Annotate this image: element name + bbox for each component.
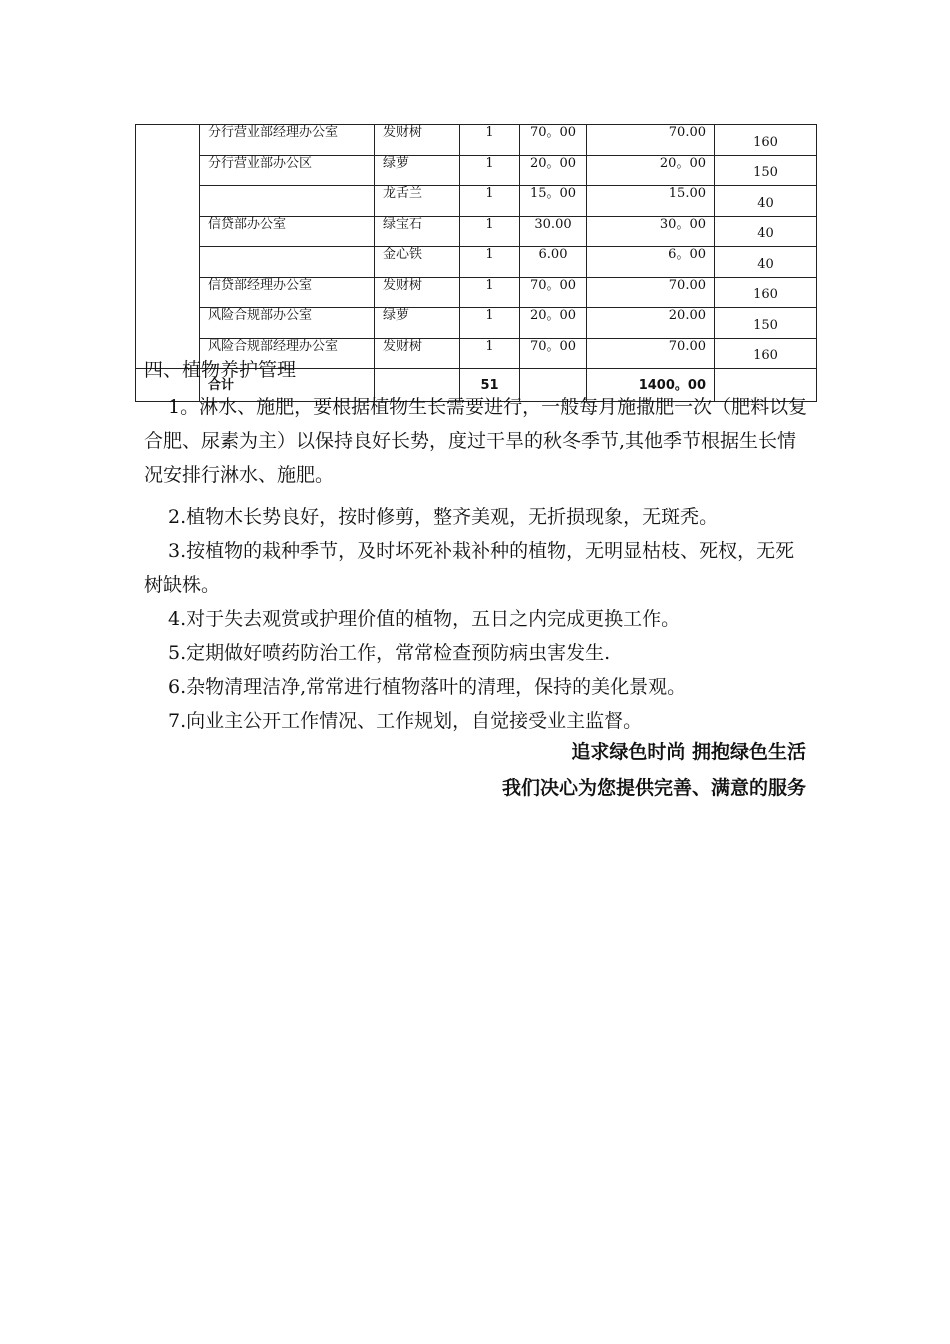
plant-cell: 发财树 (375, 125, 460, 156)
extra-cell: 160 (715, 277, 817, 308)
plant-cell: 绿宝石 (375, 216, 460, 247)
extra-cell: 40 (715, 186, 817, 217)
total-cell: 20。00 (587, 155, 715, 186)
extra-cell: 40 (715, 216, 817, 247)
grand-total-cell: 1400。00 (587, 369, 715, 402)
total-cell: 30。00 (587, 216, 715, 247)
quantity-cell: 1 (460, 155, 520, 186)
unit-price-cell: 20。00 (520, 155, 587, 186)
total-cell: 70.00 (587, 338, 715, 369)
unit-price-cell: 70。00 (520, 125, 587, 156)
table-row (136, 308, 817, 339)
plant-cell: 龙舌兰 (375, 186, 460, 217)
slogan-line-1: 追求绿色时尚 拥抱绿色生活 (571, 741, 806, 763)
section-title: 四、植物养护管理 (144, 359, 297, 381)
care-item-2: 2.植物木长势良好，按时修剪，整齐美观，无折损现象，无斑秃。 (168, 506, 719, 528)
care-item-5: 5.定期做好喷药防治工作，常常检查预防病虫害发生. (168, 642, 611, 664)
plant-cell: 绿萝 (375, 308, 460, 339)
unit-price-cell: 70。00 (520, 277, 587, 308)
table-row (136, 186, 817, 217)
location-cell: 信贷部经理办公室 (200, 277, 375, 308)
extra-cell: 160 (715, 125, 817, 156)
quantity-cell: 1 (460, 338, 520, 369)
care-item-1: 1。淋水、施肥，要根据植物生长需要进行，一般每月施撒肥一次（肥料以复合肥、尿素为主）以保持良好长势，度过干旱的秋冬季节,其他季节根据生长情况安排行淋水、施肥。 (144, 396, 808, 486)
extra-cell: 160 (715, 338, 817, 369)
location-cell: 风险合规部经理办公室 (200, 338, 375, 369)
plant-cell: 发财树 (375, 277, 460, 308)
total-cell: 70.00 (587, 277, 715, 308)
location-cell (200, 247, 375, 278)
care-item-7: 7.向业主公开工作情况、工作规划，自觉接受业主监督。 (168, 710, 643, 732)
total-cell: 20.00 (587, 308, 715, 339)
slogan-line-2: 我们决心为您提供完善、满意的服务 (501, 777, 806, 799)
unit-price-cell: 70。00 (520, 338, 587, 369)
total-label-cell: 合计 (200, 369, 375, 402)
table-row (136, 125, 817, 156)
care-item-4: 4.对于失去观赏或护理价值的植物，五日之内完成更换工作。 (168, 608, 681, 630)
quantity-cell: 1 (460, 125, 520, 156)
location-cell: 分行营业部办公区 (200, 155, 375, 186)
total-quantity-cell: 51 (460, 369, 520, 402)
plant-cell: 绿萝 (375, 155, 460, 186)
location-cell: 信贷部办公室 (200, 216, 375, 247)
location-cell: 分行营业部经理办公室 (200, 125, 375, 156)
extra-cell: 40 (715, 247, 817, 278)
total-cell: 15.00 (587, 186, 715, 217)
blank-cell (136, 125, 200, 369)
table-row (136, 155, 817, 186)
quantity-cell: 1 (460, 308, 520, 339)
unit-price-cell: 30.00 (520, 216, 587, 247)
quantity-cell: 1 (460, 186, 520, 217)
table-row (136, 277, 817, 308)
quantity-cell: 1 (460, 247, 520, 278)
unit-price-cell: 15。00 (520, 186, 587, 217)
plant-cell: 金心铁 (375, 247, 460, 278)
total-cell: 70.00 (587, 125, 715, 156)
table-row (136, 216, 817, 247)
quantity-cell: 1 (460, 216, 520, 247)
extra-cell: 150 (715, 308, 817, 339)
plant-cell: 发财树 (375, 338, 460, 369)
unit-price-cell: 6.00 (520, 247, 587, 278)
total-cell: 6。00 (587, 247, 715, 278)
care-item-3: 3.按植物的栽种季节，及时坏死补栽补种的植物，无明显枯枝、死杈，无死树缺株。 (144, 540, 795, 596)
location-cell: 风险合规部办公室 (200, 308, 375, 339)
extra-cell: 150 (715, 155, 817, 186)
table-row (136, 247, 817, 278)
quantity-cell: 1 (460, 277, 520, 308)
unit-price-cell: 20。00 (520, 308, 587, 339)
care-item-6: 6.杂物清理洁净,常常进行植物落叶的清理，保持的美化景观。 (168, 676, 687, 698)
location-cell (200, 186, 375, 217)
